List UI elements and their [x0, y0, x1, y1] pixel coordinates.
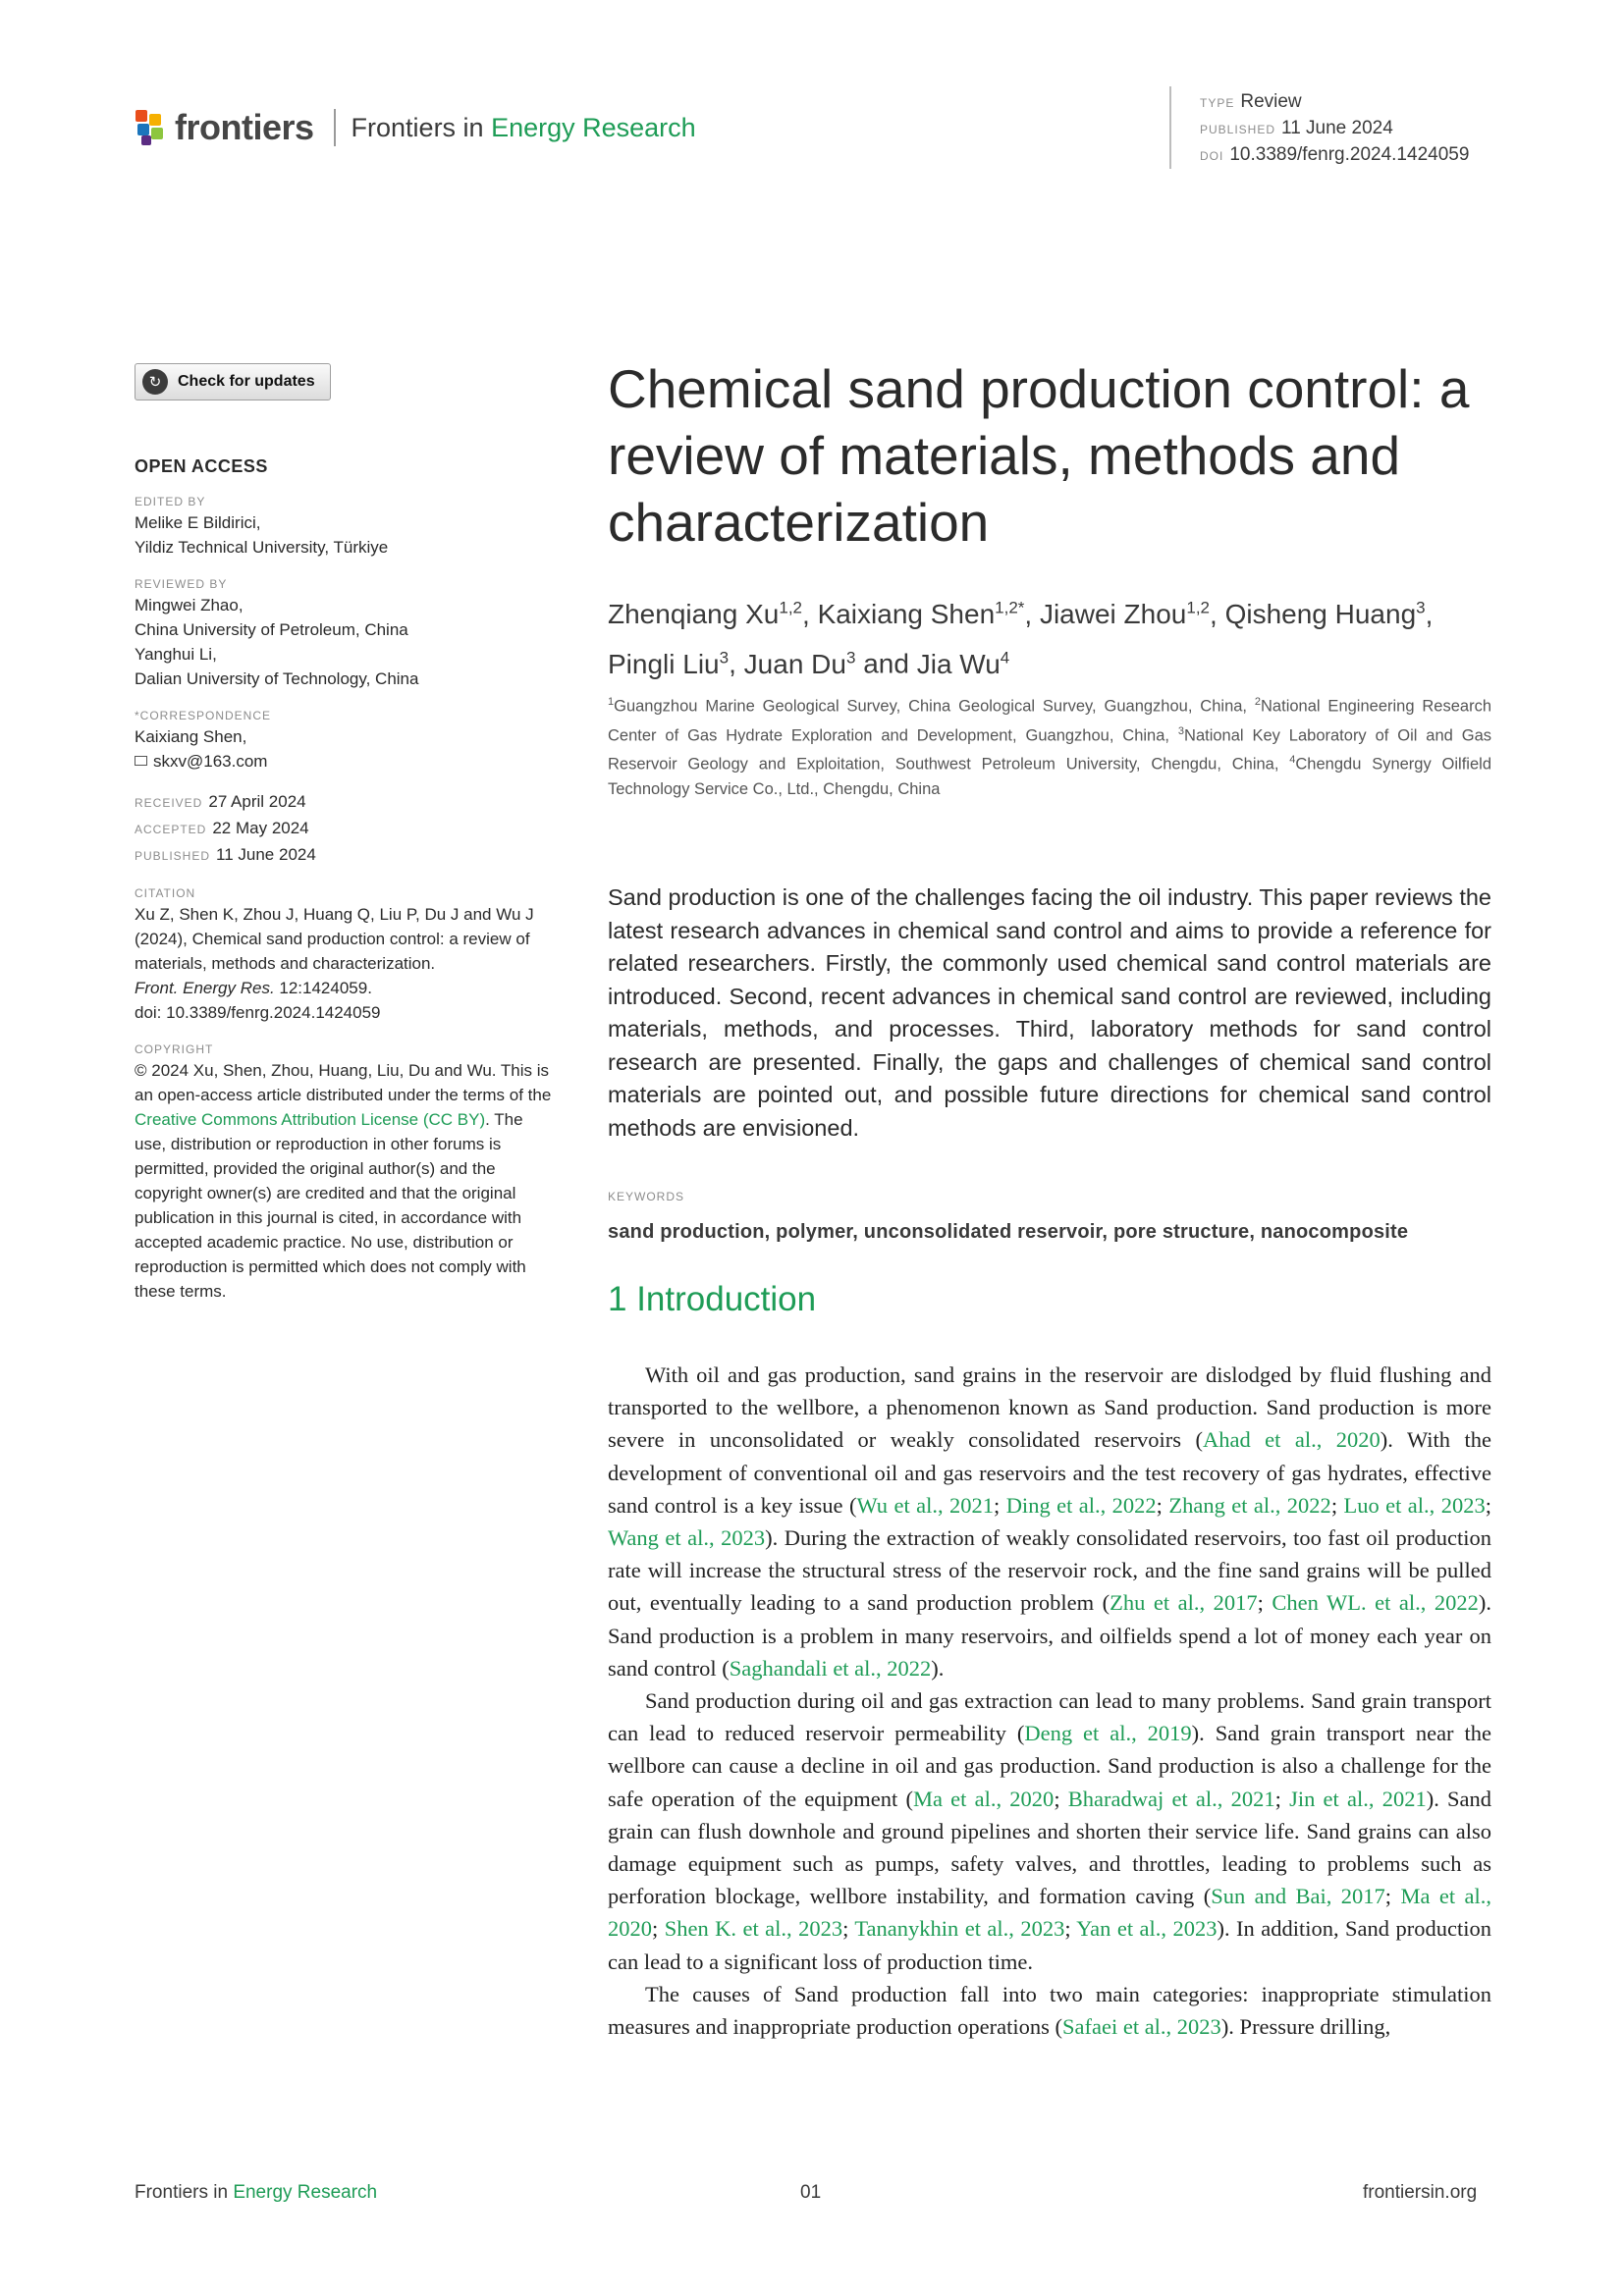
author-name: Jiawei Zhou — [1039, 599, 1187, 630]
citation-link[interactable]: Wang et al., 2023 — [608, 1525, 766, 1551]
journal-name-prefix: Frontiers in — [351, 112, 492, 142]
body-text-run: ; — [1274, 1786, 1290, 1811]
author[interactable] — [1040, 599, 1210, 629]
meta-type-row — [1200, 89, 1469, 116]
author[interactable] — [818, 599, 1025, 629]
citation-link[interactable]: Saghandali et al., 2022 — [729, 1655, 932, 1681]
citation-link[interactable]: Wu et al., 2021 — [856, 1492, 995, 1518]
mail-icon — [135, 756, 147, 766]
citation-label: CITATION — [135, 886, 196, 900]
author-affiliation-marker: 1,2* — [995, 599, 1025, 617]
author-affiliation-marker: 3 — [845, 648, 856, 667]
author-name: Juan Du — [743, 648, 846, 679]
introduction-body — [608, 1359, 1491, 2043]
copyright-section — [135, 1041, 557, 1304]
frontiers-logo — [134, 106, 696, 149]
body-text-run: ; — [1330, 1492, 1344, 1518]
author-separator: , — [1210, 599, 1225, 630]
citation-link[interactable]: Zhang et al., 2022 — [1168, 1492, 1331, 1518]
article-sidebar — [135, 454, 557, 1319]
journal-name-accent: Energy Research — [491, 112, 696, 142]
published-date: 11 June 2024 — [216, 845, 316, 864]
body-paragraph — [608, 1359, 1491, 1684]
copyright-text-pre: © 2024 Xu, Shen, Zhou, Huang, Liu, Du and Wu. This is an open-access article distributed under the terms of the — [135, 1061, 552, 1104]
correspondence-label: *CORRESPONDENCE — [135, 709, 272, 722]
body-text-run: ). Sand production is a problem in many reservoirs, and oilfields spend a lot of money each year on sand control ( — [608, 1590, 1491, 1681]
introduction-heading: 1 Introduction — [608, 1280, 817, 1318]
citation-link[interactable]: Chen WL. et al., 2022 — [1272, 1590, 1479, 1616]
citation-link[interactable]: Deng et al., 2019 — [1024, 1721, 1192, 1746]
citation-journal: Front. Energy Res. — [135, 979, 275, 997]
author-name: Zhenqiang Xu — [608, 599, 780, 630]
meta-doi-row — [1200, 142, 1469, 169]
citation-journal-row — [135, 976, 557, 1000]
reviewer-affiliation: China University of Petroleum, China — [135, 620, 408, 639]
author-name: Pingli Liu — [608, 648, 720, 679]
correspondence-section — [135, 707, 557, 774]
author[interactable] — [608, 649, 729, 679]
body-text-run: ). Pressure drilling, — [1220, 2014, 1391, 2040]
check-for-updates-label: Check for updates — [178, 373, 315, 390]
article-meta — [1200, 89, 1469, 169]
citation-link[interactable]: Jin et al., 2021 — [1289, 1786, 1427, 1811]
footer-journal-prefix: Frontiers in — [135, 2182, 234, 2203]
citation-link[interactable]: Zhu et al., 2017 — [1110, 1590, 1258, 1616]
meta-type-label: TYPE — [1200, 96, 1235, 110]
affiliation-marker: 4 — [1289, 754, 1296, 766]
journal-name — [352, 113, 696, 143]
body-text-run: ; — [1054, 1786, 1068, 1811]
affiliation-text: National Engineering Research Center of Gas Hydrate Exploration and Development, Guangzhou, China, — [608, 697, 1492, 744]
body-text-run: ). Sand grain can flush downhole and ground pipelines and shorten their service life. Sand grains can also damage equipment such as pumps, safety valves, and throttles, leading to problems such as perforation blockage, wellbore instability, and formation caving ( — [608, 1786, 1492, 1909]
footer-journal-accent: Energy Research — [233, 2182, 378, 2203]
affiliations — [608, 690, 1491, 802]
reviewed-by-label: REVIEWED BY — [135, 577, 228, 591]
citation-doi: doi: 10.3389/fenrg.2024.1424059 — [135, 1003, 381, 1022]
accepted-label: ACCEPTED — [135, 823, 207, 836]
citation-text: Xu Z, Shen K, Zhou J, Huang Q, Liu P, Du J and Wu J (2024), Chemical sand production control: a review of materials, methods and characterization. — [135, 905, 534, 973]
body-text-run: ; — [1257, 1590, 1272, 1616]
author[interactable] — [608, 599, 802, 629]
affiliation-text: Chengdu Synergy Oilfield Technology Service Co., Ltd., Chengdu, China — [608, 755, 1491, 798]
cc-by-license-link[interactable]: Creative Commons Attribution License (CC BY) — [135, 1110, 486, 1129]
affiliation-text: National Key Laboratory of Oil and Gas Reservoir Geology and Exploitation, Southwest Petroleum University, Chengdu, China, — [608, 726, 1491, 774]
check-for-updates-button[interactable] — [135, 363, 331, 400]
citation-link[interactable]: Ma et al., 2020 — [912, 1786, 1055, 1811]
citation-link[interactable]: Ding et al., 2022 — [1005, 1492, 1157, 1518]
body-text-run: Sand production during oil and gas extraction can lead to many problems. Sand grain transport can lead to reduced reservoir permeability ( — [608, 1688, 1491, 1746]
meta-published-row — [1200, 116, 1469, 142]
page-number: 01 — [800, 2182, 822, 2203]
author-name: Jia Wu — [916, 648, 1001, 679]
author-separator: , — [1425, 599, 1434, 630]
author-affiliation-marker: 1,2 — [1186, 599, 1210, 617]
body-paragraph — [608, 1978, 1491, 2043]
reviewed-by-section — [135, 575, 557, 691]
author-affiliation-marker: 3 — [1416, 599, 1426, 617]
edited-by-section — [135, 493, 557, 560]
correspondence-email[interactable]: skxv@163.com — [153, 752, 268, 771]
keywords: sand production, polymer, unconsolidated reservoir, pore structure, nanocomposite — [608, 1221, 1409, 1243]
author-affiliation-marker: 4 — [1000, 648, 1010, 667]
reviewer-affiliation: Dalian University of Technology, China — [135, 669, 419, 688]
body-text-run: ). In addition, Sand production can lead to a significant loss of production time. — [608, 1916, 1491, 1974]
citation-link[interactable]: Ahad et al., 2020 — [1202, 1427, 1380, 1453]
author-name: Kaixiang Shen — [817, 599, 996, 630]
author[interactable] — [917, 649, 1010, 679]
meta-doi-label: DOI — [1200, 149, 1224, 163]
body-text-run: ; — [1384, 1884, 1401, 1909]
meta-published-value: 11 June 2024 — [1281, 118, 1393, 138]
author[interactable] — [744, 649, 856, 679]
body-text-run: ; — [1156, 1492, 1169, 1518]
affiliation-marker: 3 — [1177, 724, 1185, 737]
received-date: 27 April 2024 — [208, 792, 306, 811]
article-title: Chemical sand production control: a review of materials, methods and characterization — [608, 358, 1470, 553]
copyright-text — [135, 1058, 557, 1304]
open-access-label: OPEN ACCESS — [135, 456, 268, 476]
citation-link[interactable]: Luo et al., 2023 — [1343, 1492, 1486, 1518]
body-text-run: ; — [842, 1916, 855, 1942]
author-separator: , — [729, 648, 744, 679]
author-name: Qisheng Huang — [1224, 599, 1417, 630]
body-text-run: ; — [994, 1492, 1006, 1518]
meta-doi-value[interactable]: 10.3389/fenrg.2024.1424059 — [1229, 144, 1470, 165]
accepted-date: 22 May 2024 — [212, 819, 309, 837]
body-text-run: ; — [1485, 1492, 1491, 1518]
body-text-run: With oil and gas production, sand grains in the reservoir are dislodged by fluid flushing and transported to the wellbore, a phenomenon known as Sand production. Sand production is more severe in unconsolidated or weakly consolidated reservoirs ( — [608, 1362, 1491, 1453]
citation-link[interactable]: Sun and Bai, 2017 — [1211, 1884, 1385, 1909]
reviewer-name: Mingwei Zhao, — [135, 596, 244, 614]
author-separator: , — [1024, 599, 1040, 630]
citation-link[interactable]: Shen K. et al., 2023 — [664, 1916, 843, 1942]
published-label: PUBLISHED — [135, 849, 211, 863]
footer-journal-name — [135, 2182, 377, 2204]
citation-link[interactable]: Yan et al., 2023 — [1076, 1916, 1218, 1942]
body-text-run: ; — [652, 1916, 665, 1942]
meta-published-label: PUBLISHED — [1200, 123, 1276, 136]
editor-affiliation: Yildiz Technical University, Türkiye — [135, 538, 389, 557]
author-affiliation-marker: 3 — [719, 648, 730, 667]
meta-type-value: Review — [1240, 91, 1302, 112]
citation-link[interactable]: Tananykhin et al., 2023 — [854, 1916, 1065, 1942]
published-row — [135, 842, 557, 869]
body-paragraph — [608, 1684, 1491, 1978]
author-affiliation-marker: 1,2 — [779, 599, 802, 617]
footer-site-link[interactable]: frontiersin.org — [1363, 2182, 1478, 2203]
abstract: Sand production is one of the challenges facing the oil industry. This paper reviews the latest research advances in chemical sand control and aims to provide a reference for related researchers. Firstly, the commonly used chemical sand control materials are introduced. Second, recent advances in chemical sand control are reviewed, including materials, methods, and processes. Third, laboratory methods for sand control research are presented. Finally, the gaps and challenges of chemical sand control materials are pointed out, and possible future directions for chemical sand control methods are envisioned. — [608, 884, 1491, 1141]
correspondence-name: Kaixiang Shen, — [135, 727, 247, 746]
copyright-text-post: . The use, distribution or reproduction in other forums is permitted, provided the original author(s) and the copyright owner(s) are credited and that the original publication in this journal is cited, in accordance with accepted academic practice. No use, distribution or reproduction is permitted which does not comply with these terms. — [135, 1110, 526, 1301]
correspondence-email-row — [135, 749, 557, 774]
received-label: RECEIVED — [135, 796, 203, 810]
dates-section — [135, 789, 557, 869]
body-text-run: ). — [931, 1655, 945, 1681]
author[interactable] — [1225, 599, 1426, 629]
editor-name: Melike E Bildirici, — [135, 513, 261, 532]
citation-link[interactable]: Ma et al., 2020 — [608, 1884, 1491, 1942]
reviewer-name: Yanghui Li, — [135, 645, 217, 664]
citation-link[interactable]: Bharadwaj et al., 2021 — [1067, 1786, 1275, 1811]
body-text-run: ; — [1064, 1916, 1077, 1942]
received-row — [135, 789, 557, 816]
citation-volume: 12:1424059. — [274, 979, 372, 997]
meta-divider — [1169, 86, 1171, 169]
body-text-run: ). Sand grain transport near the wellbore can cause a decline in oil and gas production. Sand production is also a challenge for the safe operation of the equipment ( — [608, 1721, 1491, 1811]
edited-by-label: EDITED BY — [135, 495, 206, 508]
accepted-row — [135, 816, 557, 842]
frontiers-logo-word: frontiers — [175, 107, 314, 147]
refresh-icon: ↻ — [142, 369, 168, 395]
author-separator: and — [855, 648, 917, 679]
affiliation-marker: 1 — [608, 696, 615, 708]
author-list — [608, 587, 1491, 686]
keywords-label: KEYWORDS — [608, 1190, 685, 1203]
affiliation-text: Guangzhou Marine Geological Survey, China Geological Survey, Guangzhou, China, — [614, 697, 1255, 716]
logo-separator — [334, 109, 336, 146]
frontiers-logo-icon — [134, 108, 167, 147]
affiliation-marker: 2 — [1254, 696, 1262, 708]
copyright-label: COPYRIGHT — [135, 1042, 214, 1056]
citation-link[interactable]: Safaei et al., 2023 — [1061, 2014, 1221, 2040]
citation-section — [135, 884, 557, 1025]
body-text-run: The causes of Sand production fall into two main categories: inappropriate stimulation measures and inappropriate production operations ( — [608, 1981, 1491, 2040]
author-separator: , — [802, 599, 818, 630]
body-text-run: ). During the extraction of weakly consolidated reservoirs, too fast oil production rate will increase the structural stress of the reservoir rock, and the fine sand grains will be pulled out, eventually leading to a sand production problem ( — [608, 1525, 1491, 1616]
body-text-run: ). With the development of conventional oil and gas reservoirs and the test recovery of gas hydrates, effective sand control is a key issue ( — [608, 1427, 1491, 1518]
